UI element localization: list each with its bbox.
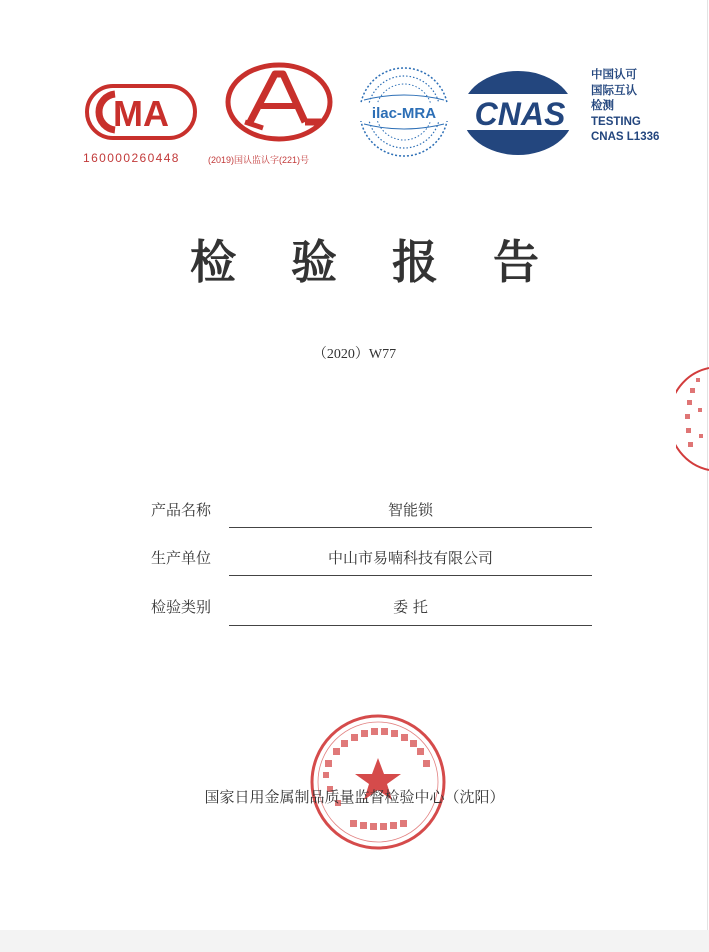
cnas-line: TESTING bbox=[591, 115, 641, 128]
cnas-logo bbox=[458, 66, 588, 160]
report-title bbox=[190, 226, 550, 288]
cnas-line: 中国认可 bbox=[591, 69, 637, 81]
ilac-mra-logo bbox=[350, 64, 458, 160]
title-char: 告 bbox=[493, 235, 539, 289]
cnas-accreditation-text bbox=[591, 68, 659, 146]
field-underline bbox=[229, 527, 592, 528]
cma-logo bbox=[85, 82, 197, 142]
cal-license-text: (2019)国认监认字(221)号 bbox=[208, 155, 310, 165]
svg-text:ilac-MRA: ilac-MRA bbox=[371, 105, 437, 122]
field-underline bbox=[229, 625, 592, 626]
svg-text:MA: MA bbox=[113, 93, 169, 134]
field-underline bbox=[229, 575, 592, 576]
svg-text:CNAS: CNAS bbox=[474, 96, 566, 132]
cnas-line: CNAS L1336 bbox=[591, 131, 660, 143]
official-seal-stamp bbox=[305, 712, 451, 852]
product-name-value: 智能锁 bbox=[387, 501, 433, 519]
title-char: 验 bbox=[291, 235, 337, 289]
partial-seal-stamp bbox=[676, 364, 709, 474]
title-char: 检 bbox=[190, 235, 236, 289]
viewer-bottom-strip bbox=[0, 930, 709, 952]
inspection-type-label: 检验类别 bbox=[151, 598, 212, 616]
report-number: （2020）W77 bbox=[312, 347, 397, 362]
issuing-organization: 国家日用金属制品质量监督检验中心（沈阳） bbox=[204, 788, 505, 806]
cal-logo bbox=[225, 62, 333, 146]
manufacturer-label: 生产单位 bbox=[151, 549, 212, 567]
cnas-line: 检测 bbox=[591, 100, 614, 112]
product-name-label: 产品名称 bbox=[151, 501, 212, 519]
cma-number: 160000260448 bbox=[83, 151, 180, 165]
title-char: 报 bbox=[392, 235, 438, 289]
manufacturer-value: 中山市易喃科技有限公司 bbox=[327, 549, 493, 567]
inspection-type-value: 委 托 bbox=[393, 598, 428, 616]
cnas-line: 国际互认 bbox=[591, 84, 637, 97]
